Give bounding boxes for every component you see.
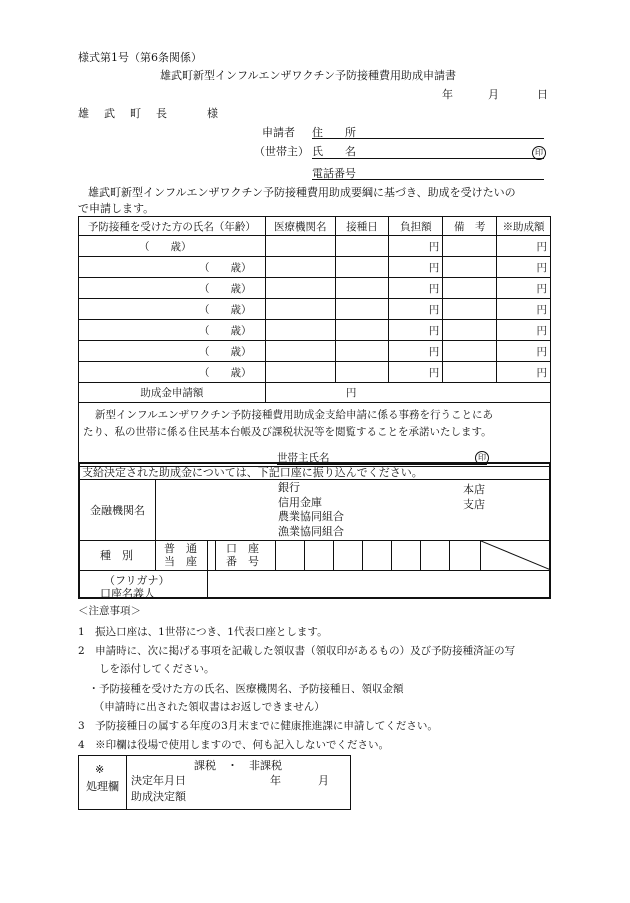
col-header-remarks: 備 考 (443, 217, 497, 236)
consent-sign-label: 世帯主氏名 (277, 452, 330, 464)
account-digit-box[interactable] (362, 541, 391, 570)
date-day-label: 日 (537, 88, 548, 101)
clinic-cell[interactable] (265, 320, 335, 341)
branch-main: 本店 (463, 483, 485, 496)
date-cell[interactable] (335, 299, 389, 320)
decision-date-label: 決定年月日 (131, 774, 186, 787)
table-row (79, 257, 551, 278)
type-bank: 銀行 (278, 481, 300, 494)
type-shinkin: 信用金庫 (278, 495, 322, 509)
clinic-cell[interactable] (265, 278, 335, 299)
name-age-cell[interactable]: （ 歳） (79, 299, 266, 320)
decision-amount-label: 助成決定額 (131, 790, 186, 803)
institution-types[interactable] (278, 481, 344, 539)
clinic-cell[interactable] (265, 257, 335, 278)
account-digit-box[interactable] (391, 541, 420, 570)
name-field[interactable] (312, 158, 544, 159)
applicant-sub-label: （世帯主） (254, 145, 309, 158)
note-1: 1 振込口座は、1世帯につき、1代表口座とします。 (78, 626, 328, 638)
form-number: 様式第1号（第6条関係） (78, 51, 202, 64)
remarks-cell[interactable] (443, 299, 497, 320)
account-digit-box[interactable] (420, 541, 449, 570)
bank-notice: 支給決定された助成金については、下記口座に振り込んでください。 (82, 466, 423, 479)
notes-heading: ＜注意事項＞ (78, 605, 141, 617)
remarks-cell[interactable] (443, 341, 497, 362)
type-nokyo: 農業協同組合 (278, 510, 344, 523)
decision-year: 年 (270, 774, 281, 787)
kind-futsu: 普 通 (164, 542, 197, 555)
date-cell[interactable] (335, 257, 389, 278)
divider (155, 480, 156, 540)
total-label: 助成金申請額 (79, 383, 266, 403)
intro-line-1: 雄武町新型インフルエンザワクチン予防接種費用助成要綱に基づき、助成を受けたいの (88, 186, 516, 199)
branch-sub: 支店 (463, 498, 485, 511)
col-header-name: 予防接種を受けた方の氏名（年齢） (79, 217, 266, 236)
remarks-cell[interactable] (443, 257, 497, 278)
addressee: 雄 武 町 長 (78, 107, 169, 120)
total-amount-cell[interactable] (265, 383, 550, 403)
kind-label: 種 別 (100, 549, 133, 562)
consent-line-2: たり、私の世帯に係る住民基本台帳及び課税状況等を閲覧することを承諾いたします。 (83, 426, 492, 438)
divider (155, 541, 156, 570)
name-age-cell[interactable]: （ 歳） (79, 320, 266, 341)
date-year-label: 年 (442, 88, 453, 101)
divider (126, 755, 127, 810)
table-row (79, 362, 551, 383)
seal-icon: 印 (532, 146, 546, 160)
table-row (79, 320, 551, 341)
consent-line-1: 新型インフルエンザワクチン予防接種費用助成金支給申請に係る事務を行うことにあ (95, 409, 494, 421)
divider (79, 479, 550, 480)
clinic-cell[interactable] (265, 299, 335, 320)
vaccination-table (78, 216, 551, 467)
kind-toza: 当 座 (164, 555, 197, 568)
account-digit-box[interactable] (275, 541, 304, 570)
account-kind-options[interactable] (164, 542, 197, 568)
total-row (79, 383, 551, 403)
name-age-cell[interactable]: （ 歳） (79, 278, 266, 299)
burden-cell[interactable]: 円 (389, 278, 443, 299)
account-digit-box[interactable] (449, 541, 480, 570)
seal-icon: 印 (475, 451, 489, 465)
account-digit-box[interactable] (333, 541, 362, 570)
table-header-row (79, 217, 551, 236)
date-cell[interactable] (335, 341, 389, 362)
subsidy-cell: 円 (497, 257, 551, 278)
date-cell[interactable] (335, 320, 389, 341)
burden-cell[interactable]: 円 (389, 299, 443, 320)
holder-name-field[interactable] (208, 571, 549, 597)
subsidy-cell: 円 (497, 236, 551, 257)
date-cell[interactable] (335, 362, 389, 383)
col-header-burden: 負担額 (389, 217, 443, 236)
table-row (79, 299, 551, 320)
col-header-clinic: 医療機関名 (265, 217, 335, 236)
page-title: 雄武町新型インフルエンザワクチン予防接種費用助成申請書 (160, 69, 457, 82)
name-age-cell[interactable]: （ 歳） (79, 236, 266, 257)
divider (215, 541, 216, 570)
addressee-suffix: 様 (207, 107, 218, 120)
total-yen: 円 (345, 387, 357, 399)
name-age-cell[interactable]: （ 歳） (79, 341, 266, 362)
note-2d: （申請時に出された領収書はお返しできません） (78, 701, 325, 713)
subsidy-cell: 円 (497, 299, 551, 320)
clinic-cell[interactable] (265, 236, 335, 257)
holder-label: 口座名義人 (100, 587, 155, 600)
institution-label: 金融機関名 (90, 504, 145, 517)
burden-cell[interactable]: 円 (389, 341, 443, 362)
diagonal-line (481, 541, 551, 570)
remarks-cell[interactable] (443, 278, 497, 299)
subsidy-cell: 円 (497, 320, 551, 341)
remarks-cell[interactable] (443, 320, 497, 341)
col-header-subsidy: ※助成額 (497, 217, 551, 236)
consent-row (79, 403, 551, 467)
subsidy-cell: 円 (497, 341, 551, 362)
note-2c: ・予防接種を受けた方の氏名、医療機関名、予防接種日、領収金額 (78, 683, 404, 695)
table-row (79, 341, 551, 362)
address-field[interactable] (312, 138, 544, 139)
subsidy-cell: 円 (497, 278, 551, 299)
col-header-date: 接種日 (335, 217, 389, 236)
date-cell[interactable] (335, 236, 389, 257)
note-3: 3 予防接種日の属する年度の3月末までに健康推進課に申請してください。 (78, 720, 438, 732)
note-4: 4 ※印欄は役場で使用しますので、何も記入しないでください。 (78, 739, 389, 751)
burden-cell[interactable]: 円 (389, 362, 443, 383)
note-2b: しを添付してください。 (78, 663, 215, 675)
name-age-cell[interactable]: （ 歳） (79, 362, 266, 383)
remarks-cell[interactable] (443, 236, 497, 257)
date-cell[interactable] (335, 278, 389, 299)
subsidy-cell: 円 (497, 362, 551, 383)
burden-cell[interactable]: 円 (389, 257, 443, 278)
phone-label: 電話番号 (312, 167, 356, 180)
furigana-label: （フリガナ） (104, 574, 170, 587)
name-label: 氏 名 (312, 145, 356, 158)
decision-month: 月 (318, 774, 329, 787)
applicant-label: 申請者 (262, 126, 295, 139)
note-2a: 2 申請時に、次に掲げる事項を記載した領収書（領収印があるもの）及び予防接種済証の写 (78, 645, 516, 657)
tax-status: 課税 ・ 非課税 (194, 759, 282, 772)
phone-field[interactable] (312, 179, 544, 180)
remarks-cell[interactable] (443, 362, 497, 383)
office-mark: ※ (95, 763, 105, 776)
clinic-cell[interactable] (265, 362, 335, 383)
date-month-label: 月 (488, 88, 499, 101)
burden-cell[interactable]: 円 (389, 236, 443, 257)
account-label-1: 口 座 (226, 542, 259, 555)
table-row (79, 278, 551, 299)
table-row (79, 236, 551, 257)
account-number-label (226, 542, 259, 568)
account-label-2: 番 号 (226, 555, 259, 568)
account-diagonal-box (480, 541, 550, 570)
account-digit-box[interactable] (304, 541, 333, 570)
clinic-cell[interactable] (265, 341, 335, 362)
intro-line-2: で申請します。 (78, 202, 155, 215)
type-gyokyo: 漁業協同組合 (278, 524, 344, 538)
name-age-cell[interactable]: （ 歳） (79, 257, 266, 278)
address-label: 住 所 (312, 126, 356, 139)
burden-cell[interactable]: 円 (389, 320, 443, 341)
office-label: 処理欄 (86, 780, 119, 793)
